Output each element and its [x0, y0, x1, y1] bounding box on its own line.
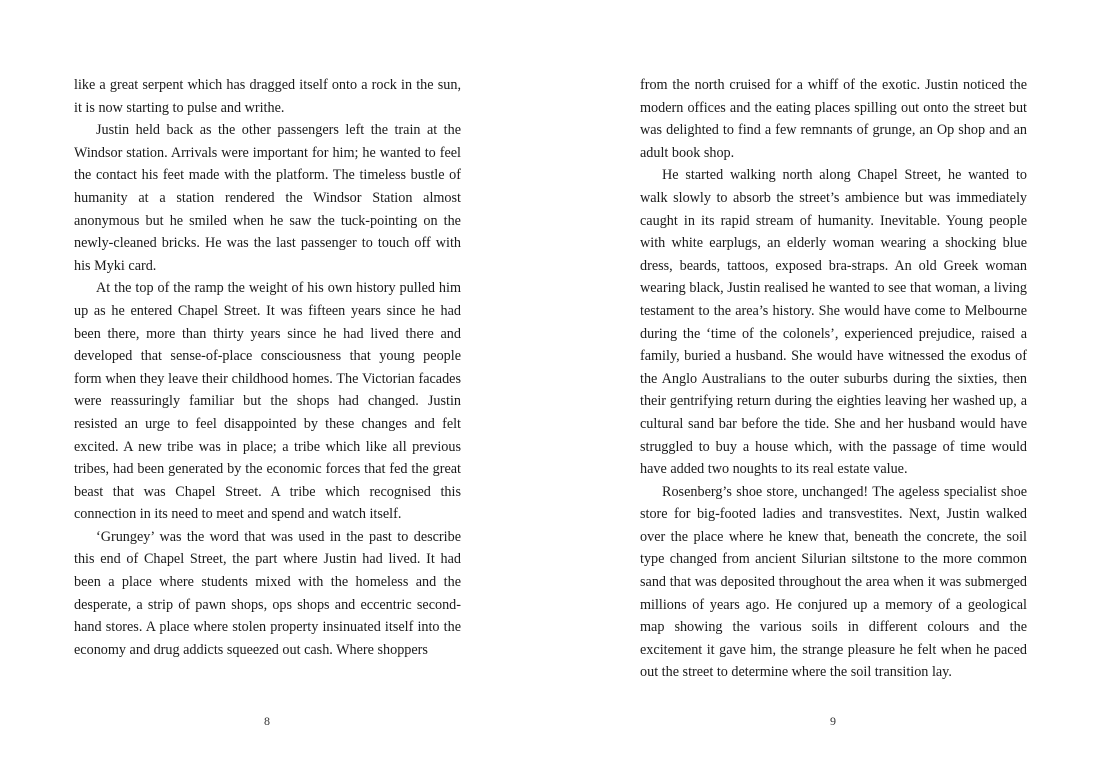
- paragraph: Justin held back as the other passengers left the train at the Windsor station. Arrivals were important for him; he wanted to feel the contact his feet made with the platform. The timeless bustle of humanity at a station rendered the Windsor Station almost anonymous but he smiled when he saw the tuck-pointing on the newly-cleaned bricks. He was the last passenger to touch off with his Myki card.: [74, 122, 461, 274]
- right-page: [550, 0, 1100, 780]
- right-page-text: [640, 74, 1027, 684]
- paragraph: ‘Grungey’ was the word that was used in the past to describe this end of Chapel Street, the part where Justin had lived. It had been a place where students mixed with the homeless and the desperate, a strip of pawn shops, ops shops and eccentric second-hand stores. A place where stolen property insinuated itself into the economy and drug addicts squeezed out cash. Where shoppers: [74, 528, 461, 658]
- paragraph: from the north cruised for a whiff of the exotic. Justin noticed the modern offices and the eating places spilling out onto the street but was delighted to find a few remnants of grunge, an Op shop and an adult book shop.: [640, 77, 1027, 161]
- page-number: 9: [830, 714, 836, 728]
- page-number: 8: [264, 714, 270, 728]
- paragraph: At the top of the ramp the weight of his own history pulled him up as he entered Chapel Street. It was fifteen years since he had been there, more than thirty years since he had lived there and developed that sense-of-place consciousness that young people form when they leave their childhood homes. The Victorian facades were reassuringly familiar but the shops had changed. Justin resisted an urge to feel disappointed by these changes and felt excited. A new tribe was in place; a tribe which like all previous tribes, had been generated by the economic forces that fed the great beast that was Chapel Street. A tribe which recognised this connection in its need to meet and spend and watch itself.: [74, 280, 461, 523]
- left-page-text: [74, 74, 461, 661]
- paragraph: like a great serpent which has dragged itself onto a rock in the sun, it is now starting to pulse and writhe.: [74, 77, 461, 116]
- paragraph: He started walking north along Chapel Street, he wanted to walk slowly to absorb the street’s ambience but was immediately caught in its rapid stream of humanity. Inevitable. Young people with white earplugs, an elderly woman wearing a shocking blue dress, beards, tattoos, exposed bra-straps. An old Greek woman wearing black, Justin realised he wanted to see that woman, a living testament to the area’s history. She would have come to Melbourne during the ‘time of the colonels’, experienced prejudice, raised a family, buried a husband. She would have witnessed the exodus of the Anglo Australians to the outer suburbs during the sixties, then their gentrifying return during the eighties leaving her washed up, a cultural sand bar before the tide. She and her husband would have struggled to buy a house which, with the passage of time would have added two noughts to its real estate value.: [640, 167, 1027, 478]
- paragraph: Rosenberg’s shoe store, unchanged! The ageless specialist shoe store for big-footed ladies and transvestites. Next, Justin walked over the place where he knew that, beneath the concrete, the soil type changed from ancient Silurian siltstone to the more common sand that was deposited throughout the area when it was submerged millions of years ago. He conjured up a memory of a geological map showing the various soils in different colours and the excitement it gave him, the strange pleasure he felt when he paced out the street to determine where the soil transition lay.: [640, 483, 1027, 681]
